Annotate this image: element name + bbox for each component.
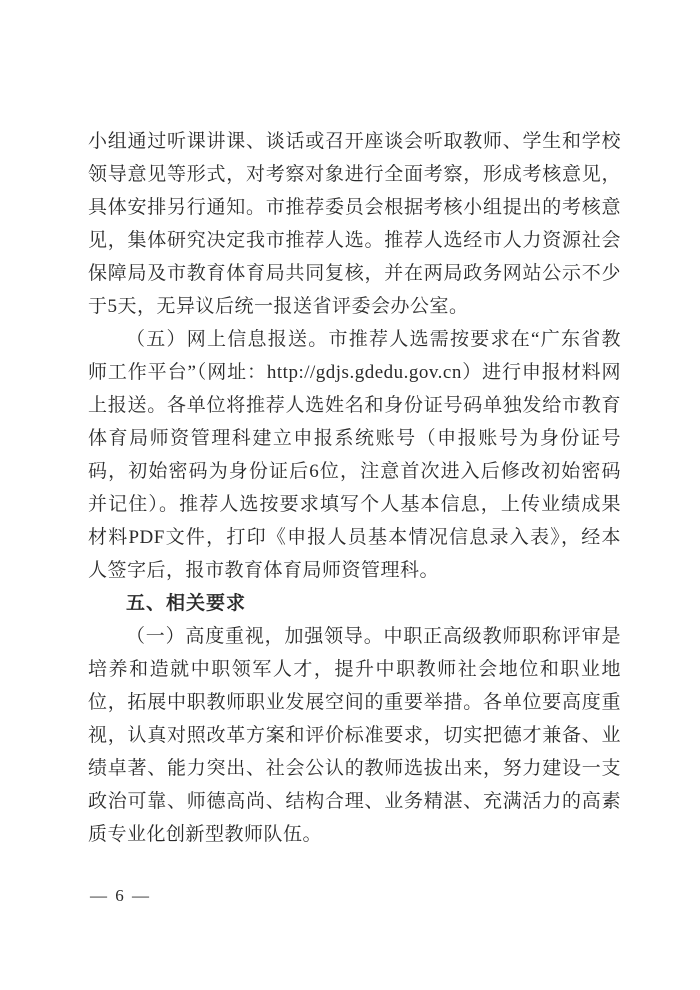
paragraph: （五）网上信息报送。市推荐人选需按要求在“广东省教师工作平台”（网址：http://gdjs.gdedu.gov.cn）进行申报材料网上报送。各单位将推荐人选姓名和身份证号码单独发给市教育体育局师资管理科建立申报系统账号（申报账号为身份证号码，初始密码为身份证后6位，注意首次进入后修改初始密码并记住）。推荐人选按要求填写个人基本信息，上传业绩成果材料PDF文件，打印《申报人员基本情况信息录入表》，经本人签字后，报市教育体育局师资管理科。 (88, 329, 621, 581)
paragraph: （一）高度重视，加强领导。中职正高级教师职称评审是培养和造就中职领军人才，提升中职教师社会地位和职业地位，拓展中职教师职业发展空间的重要举措。各单位要高度重视，认真对照改革方案和评价标准要求，切实把德才兼备、业绩卓著、能力突出、社会公认的教师选拔出来，努力建设一支政治可靠、师德高尚、结构合理、业务精湛、充满活力的高素质专业化创新型教师队伍。 (88, 626, 621, 845)
section-heading: 五、相关要求 (126, 593, 247, 614)
paragraph: 小组通过听课讲课、谈话或召开座谈会听取教师、学生和学校领导意见等形式，对考察对象进行全面考察，形成考核意见，具体安排另行通知。市推荐委员会根据考核小组提出的考核意见，集体研究决定我市推荐人选。推荐人选经市人力资源社会保障局及市教育体育局共同复核，并在两局政务网站公示不少于5天，无异议后统一报送省评委会办公室。 (88, 131, 621, 317)
page-number: — 6 — (90, 886, 151, 905)
document-body (88, 125, 621, 851)
